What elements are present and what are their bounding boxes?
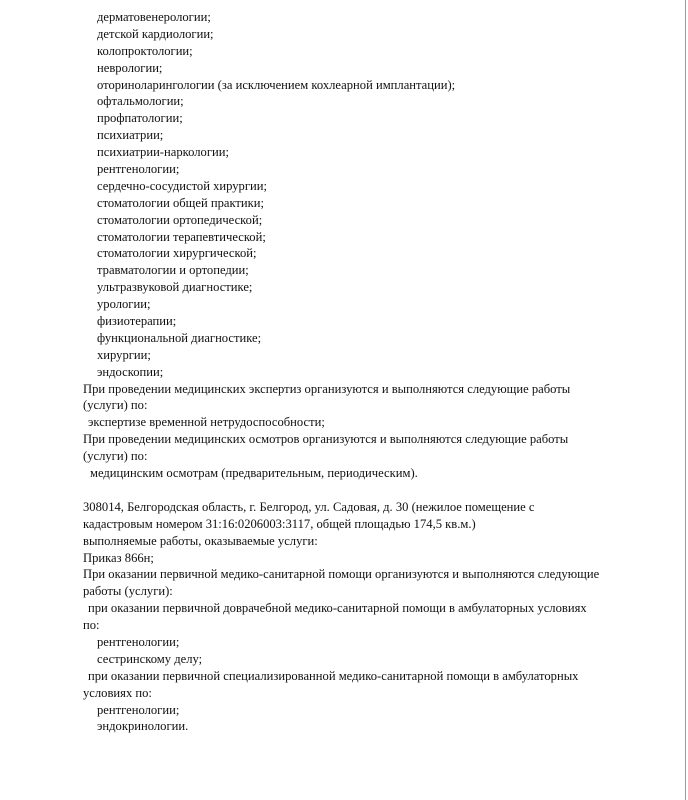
- list-item: стоматологии ортопедической;: [97, 212, 263, 227]
- blank-line: [0, 482, 686, 499]
- list-item: экспертизе временной нетрудоспособности;: [88, 415, 325, 430]
- address-line: кадастровым номером 31:16:0206003:3117, общей площадью 174,5 кв.м.): [83, 516, 476, 531]
- paragraph-line: при оказании первичной специализированной медико-санитарной помощи в амбулаторных: [88, 668, 579, 683]
- list-item: рентгенологии;: [97, 702, 180, 717]
- works-label: выполняемые работы, оказываемые услуги:: [83, 533, 318, 548]
- list-item: профпатологии;: [97, 111, 183, 126]
- paragraph-line: При проведении медицинских экспертиз организуются и выполняются следующие работы: [83, 381, 571, 396]
- paragraph-line: по:: [83, 618, 100, 633]
- list-item: оториноларингологии (за исключением кохлеарной имплантации);: [97, 77, 456, 92]
- list-item: сестринскому делу;: [97, 651, 203, 666]
- order-reference: Приказ 866н;: [83, 550, 154, 565]
- list-item: эндоскопии;: [97, 364, 164, 379]
- paragraph-line: (услуги) по:: [83, 398, 148, 413]
- paragraph-line: работы (услуги):: [83, 584, 173, 599]
- paragraph-line: условиях по:: [83, 685, 152, 700]
- list-item: стоматологии общей практики;: [97, 195, 265, 210]
- list-item: психиатрии;: [97, 128, 164, 143]
- list-item: психиатрии-наркологии;: [97, 145, 229, 160]
- list-item: офтальмологии;: [97, 94, 184, 109]
- list-item: детской кардиологии;: [97, 26, 214, 41]
- list-item: рентгенологии;: [97, 162, 180, 177]
- list-item: функциональной диагностике;: [97, 330, 262, 345]
- list-item: неврологии;: [97, 60, 163, 75]
- list-item: рентгенологии;: [97, 634, 180, 649]
- list-item: стоматологии терапевтической;: [97, 229, 266, 244]
- list-item: ультразвуковой диагностике;: [97, 280, 253, 295]
- paragraph-line: При проведении медицинских осмотров организуются и выполняются следующие работы: [83, 432, 569, 447]
- list-item: колопроктологии;: [97, 43, 193, 58]
- expertise-section: [0, 381, 686, 432]
- paragraph-line: при оказании первичной доврачебной медико-санитарной помощи в амбулаторных условиях: [88, 601, 587, 616]
- list-item: дерматовенерологии;: [97, 10, 211, 24]
- document-page: [0, 9, 686, 735]
- list-item: стоматологии хирургической;: [97, 246, 257, 261]
- list-item: травматологии и ортопедии;: [97, 263, 249, 278]
- list-item: физиотерапии;: [97, 314, 177, 329]
- address-section: [0, 499, 686, 735]
- specialty-list: [0, 9, 686, 381]
- list-item: урологии;: [97, 297, 151, 312]
- list-item: сердечно-сосудистой хирургии;: [97, 178, 268, 193]
- paragraph-line: (услуги) по:: [83, 449, 148, 464]
- list-item: эндокринологии.: [97, 719, 189, 734]
- exams-section: [0, 431, 686, 482]
- address-line: 308014, Белгородская область, г. Белгород, ул. Садовая, д. 30 (нежилое помещение с: [83, 499, 535, 514]
- list-item: медицинским осмотрам (предварительным, периодическим).: [90, 466, 418, 481]
- paragraph-line: При оказании первичной медико-санитарной помощи организуются и выполняются следующие: [83, 567, 600, 582]
- list-item: хирургии;: [97, 347, 151, 362]
